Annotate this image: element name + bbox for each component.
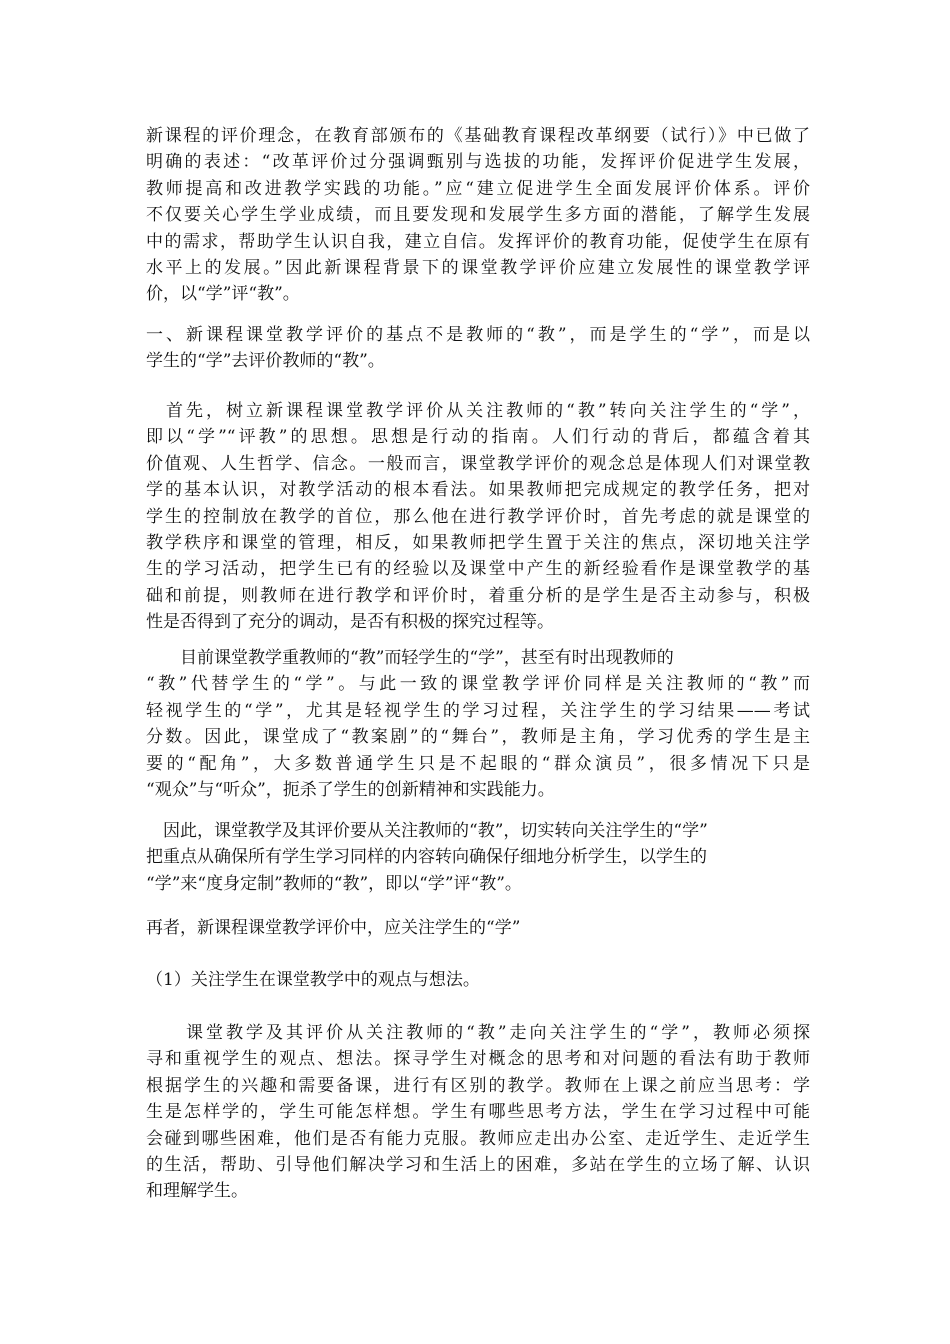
text-line: 不仅要关心学生学业成绩，而且要发现和发展学生多方面的潜能，了解学生发展 xyxy=(146,205,810,226)
section-heading-one xyxy=(146,322,810,375)
subheading-item-1 xyxy=(146,967,810,993)
text-line: 把重点从确保所有学生学习同样的内容转向确保仔细地分析学生，以学生的 xyxy=(146,847,707,868)
paragraph-student-views xyxy=(146,1020,810,1205)
text-line: 水平上的发展。”因此新课程背景下的课堂教学评价应建立发展性的课堂教学评 xyxy=(146,258,810,279)
text-line: 因此，课堂教学及其评价要从关注教师的“教”，切实转向关注学生的“学” xyxy=(146,821,708,841)
text-line: 础和前提，则教师在进行教学和评价时，着重分析的是学生是否主动参与，积极 xyxy=(146,585,810,606)
text-line: 轻视学生的“学”，尤其是轻视学生的学习过程，关注学生的学习结果——考试 xyxy=(146,700,810,721)
text-line: 目前课堂教学重教师的“教”而轻学生的“学”，甚至有时出现教师的 xyxy=(146,648,674,668)
text-line: 一、新课程课堂教学评价的基点不是教师的“教”，而是学生的“学”，而是以 xyxy=(146,325,810,345)
text-line: 学生的“学”去评价教师的“教”。 xyxy=(146,351,385,372)
text-line: 根据学生的兴趣和需要备课，进行有区别的教学。教师在上课之前应当思考：学 xyxy=(146,1075,810,1096)
text-line: 即以“学”“评教”的思想。思想是行动的指南。人们行动的背后，都蕴含着其 xyxy=(146,427,810,448)
text-line: 的生活，帮助、引导他们解决学习和生活上的困难，多站在学生的立场了解、认识 xyxy=(146,1155,810,1176)
text-line: 中的需求，帮助学生认识自我，建立自信。发挥评价的教育功能，促使学生在原有 xyxy=(146,231,810,252)
text-line: 寻和重视学生的观点、想法。探寻学生对概念的思考和对问题的看法有助于教师 xyxy=(146,1049,810,1070)
text-line: 生的学习活动，把学生已有的经验以及课堂中产生的新经验看作是课堂教学的基 xyxy=(146,559,810,580)
paragraph-therefore xyxy=(146,818,810,897)
text-line: 教师提高和改进教学实践的功能。”应“建立促进学生全面发展评价体系。评价 xyxy=(146,178,810,199)
paragraph-current-situation xyxy=(146,645,810,803)
text-line: （1）关注学生在课堂教学中的观点与想法。 xyxy=(146,970,480,990)
text-line: 再者，新课程课堂教学评价中，应关注学生的“学” xyxy=(146,918,521,938)
text-line: “学”来“度身定制”教师的“教”，即以“学”评“教”。 xyxy=(146,873,522,894)
text-line: 教学秩序和课堂的管理，相反，如果教师把学生置于关注的焦点，深切地关注学 xyxy=(146,533,810,554)
text-line: 首先，树立新课程课堂教学评价从关注教师的“教”转向关注学生的“学”， xyxy=(146,401,810,421)
text-line: 新课程的评价理念，在教育部颁布的《基础教育课程改革纲要（试行）》中已做了 xyxy=(146,126,810,146)
text-line: 要的“配角”，大多数普通学生只是不起眼的“群众演员”，很多情况下只是 xyxy=(146,753,810,774)
text-line: 生是怎样学的，学生可能怎样想。学生有哪些思考方法，学生在学习过程中可能 xyxy=(146,1102,810,1123)
text-line: 学生的控制放在教学的首位，那么他在进行教学评价时，首先考虑的就是课堂的 xyxy=(146,506,810,527)
text-line: “观众”与“听众”，扼杀了学生的创新精神和实践能力。 xyxy=(146,780,555,801)
text-line: 明确的表述：“改革评价过分强调甄别与选拔的功能，发挥评价促进学生发展， xyxy=(146,152,810,173)
paragraph-evaluation-concept xyxy=(146,123,810,308)
text-line: “教”代替学生的“学”。与此一致的课堂教学评价同样是关注教师的“教”而 xyxy=(146,674,810,695)
text-line: 课堂教学及其评价从关注教师的“教”走向关注学生的“学”，教师必须探 xyxy=(146,1023,810,1043)
text-line: 和理解学生。 xyxy=(146,1181,248,1202)
text-line: 价，以“学”评“教”。 xyxy=(146,284,300,305)
text-line: 价值观、人生哲学、信念。一般而言，课堂教学评价的观念总是体现人们对课堂教 xyxy=(146,453,810,474)
text-line: 分数。因此，课堂成了“教案剧”的“舞台”，教师是主角，学习优秀的学生是主 xyxy=(146,727,810,748)
paragraph-furthermore xyxy=(146,915,810,941)
text-line: 性是否得到了充分的调动，是否有积极的探究过程等。 xyxy=(146,612,554,633)
text-line: 学的基本认识，对教学活动的根本看法。如果教师把完成规定的教学任务，把对 xyxy=(146,480,810,501)
text-line: 会碰到哪些困难，他们是否有能力克服。教师应走出办公室、走近学生、走近学生 xyxy=(146,1128,810,1149)
paragraph-first xyxy=(146,398,810,636)
